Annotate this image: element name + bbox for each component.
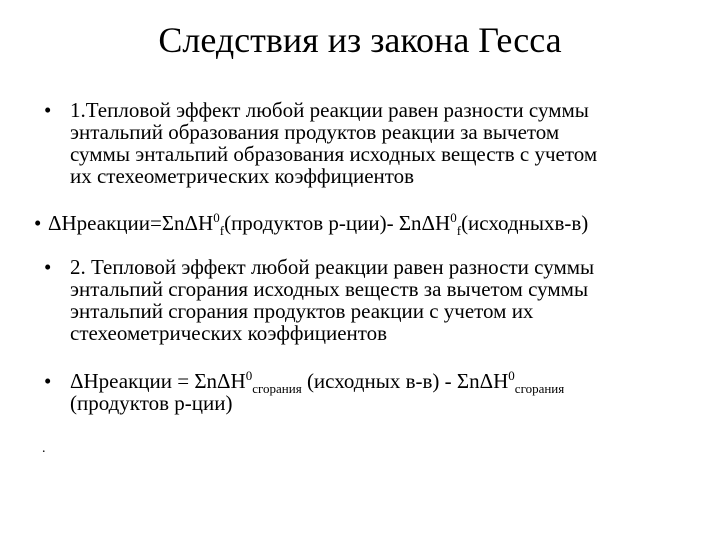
consequence-2-line-2: энтальпий сгорания исходных веществ за вычетом суммы xyxy=(70,277,589,301)
consequence-2-line-1: 2. Тепловой эффект любой реакции равен разности суммы xyxy=(70,255,595,279)
consequence-1 xyxy=(70,99,710,187)
formula-formation xyxy=(48,210,713,238)
formula-2-sub-2: сгорания xyxy=(514,381,565,396)
formula-2-sup-2: 0 xyxy=(508,368,515,383)
formula-1-sub-1: f xyxy=(219,223,225,238)
formula-1-sup-2: 0 xyxy=(450,210,457,225)
consequence-1-line-3: суммы энтальпий образования исходных веществ с учетом xyxy=(70,142,598,166)
formula-2-part-2: (исходных в-в) - ΣnΔH xyxy=(301,369,509,393)
bullet-marker: • xyxy=(44,98,52,122)
formula-combustion xyxy=(70,370,710,414)
formula-1-sub-2: f xyxy=(456,223,462,238)
formula-1-part-2: (продуктов р-ции)- ΣnΔH xyxy=(224,211,451,235)
consequence-2-line-3: энтальпий сгорания продуктов реакции с учетом их xyxy=(70,299,534,323)
formula-2-part-1: ΔHреакции = ΣnΔH xyxy=(70,369,246,393)
consequence-1-line-2: энтальпий образования продуктов реакции за вычетом xyxy=(70,120,560,144)
formula-1-part-1: ΔHреакции=ΣnΔH xyxy=(48,211,214,235)
consequence-2-line-4: стехеометрических коэффициентов xyxy=(70,321,388,345)
consequence-1-line-1: 1.Тепловой эффект любой реакции равен разности суммы xyxy=(70,98,589,122)
formula-2-sup-1: 0 xyxy=(245,368,253,383)
trailing-dot: . xyxy=(42,441,46,456)
bullet-marker: • xyxy=(44,369,52,393)
bullet-marker: • xyxy=(34,211,42,235)
slide-title: Следствия из закона Гесса xyxy=(158,20,562,60)
formula-1-sup-1: 0 xyxy=(213,210,220,225)
formula-2-sub-1: сгорания xyxy=(252,381,302,396)
formula-2-line-1 xyxy=(70,368,710,396)
consequence-2 xyxy=(70,256,710,344)
bullet-marker: • xyxy=(44,255,52,279)
consequence-1-line-4: их стехеометрических коэффициентов xyxy=(70,164,415,188)
formula-1-part-3: (исходныхв-в) xyxy=(461,211,589,235)
formula-2-line-2: (продуктов р-ции) xyxy=(70,391,233,415)
